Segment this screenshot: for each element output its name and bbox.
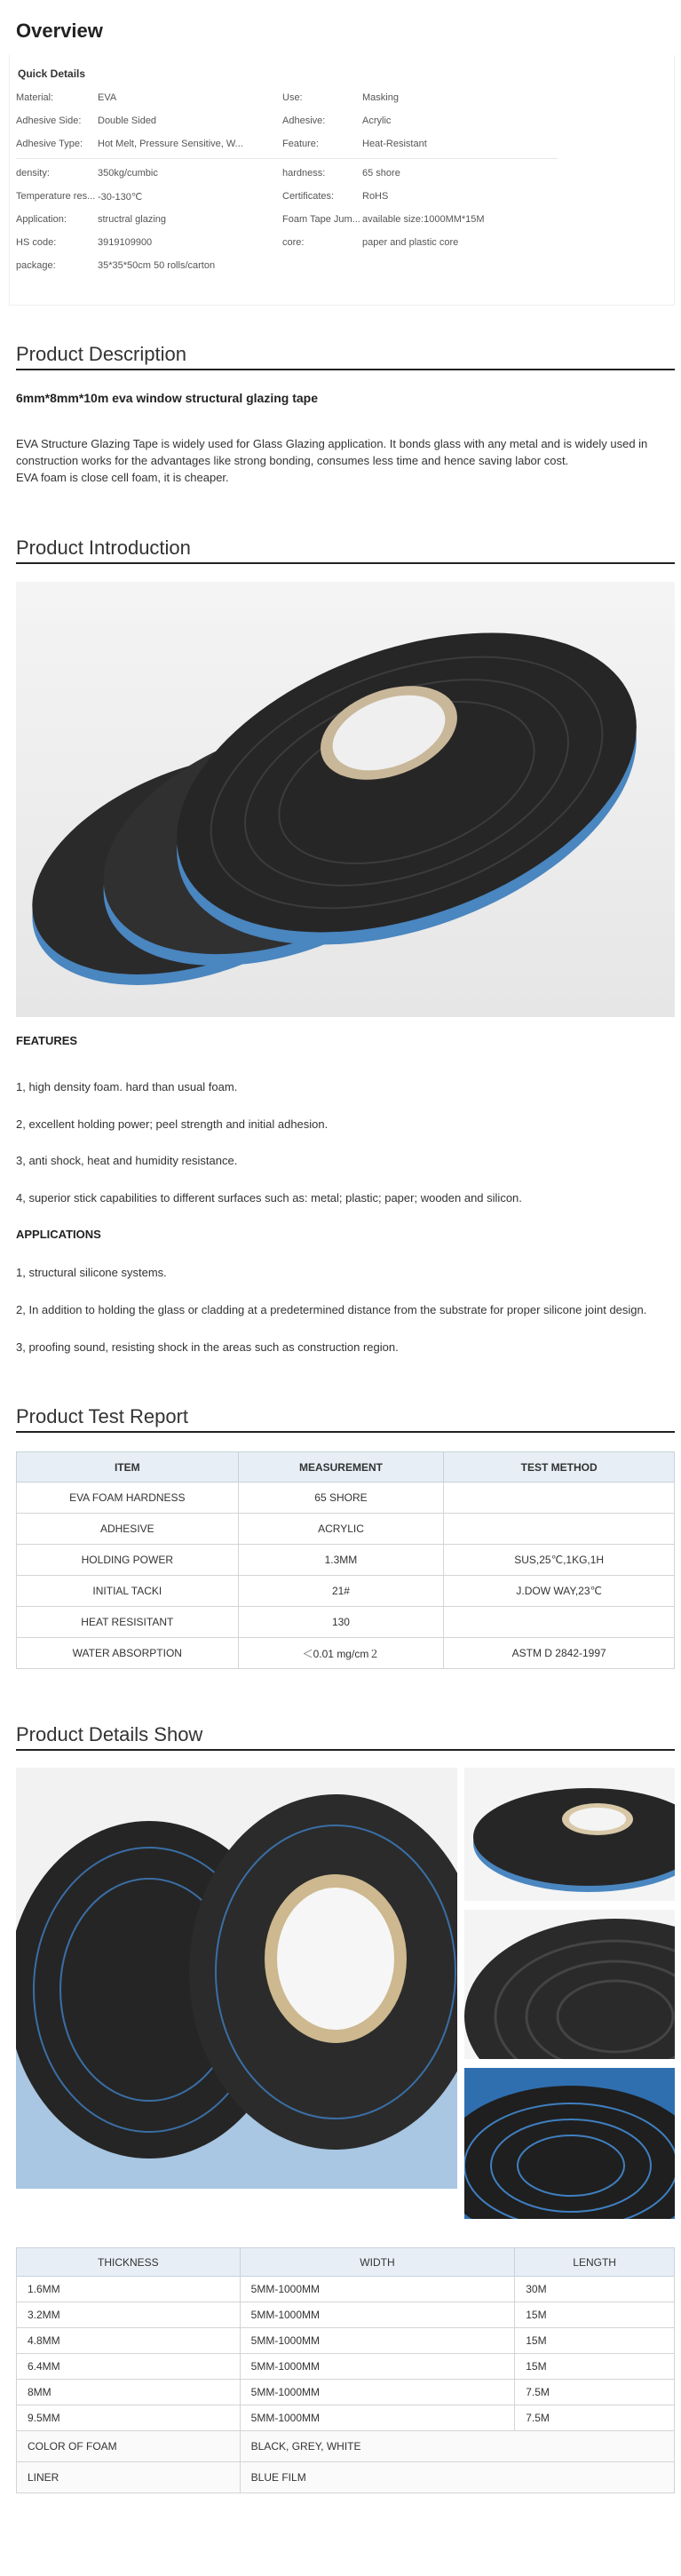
section-divider	[16, 562, 675, 564]
table-row	[17, 1638, 675, 1669]
product-photo-thumb-3	[464, 2068, 675, 2219]
table-row	[17, 1607, 675, 1638]
table-row	[17, 2277, 675, 2302]
section-divider	[16, 369, 675, 370]
quick-detail-row	[16, 191, 673, 207]
test-report-table	[16, 1451, 675, 1669]
detail-label: Adhesive Type:	[16, 139, 83, 149]
table-cell: EVA FOAM HARDNESS	[17, 1483, 239, 1514]
description-subtitle: 6mm*8mm*10m eva window structural glazing tape	[16, 391, 318, 405]
detail-value: 65 shore	[362, 168, 400, 179]
table-row	[17, 1483, 675, 1514]
table-cell: 7.5M	[515, 2405, 675, 2431]
features-label: FEATURES	[16, 1034, 78, 1047]
detail-value: Heat-Resistant	[362, 139, 427, 149]
table-cell: 15M	[515, 2328, 675, 2354]
product-photo-large	[16, 1768, 457, 2189]
table-cell: 5MM-1000MM	[240, 2277, 515, 2302]
table-cell	[444, 1607, 675, 1638]
table-cell: 130	[238, 1607, 444, 1638]
detail-value: -30-130℃	[98, 192, 143, 203]
quick-details-title: Quick Details	[18, 68, 86, 80]
table-cell: 9.5MM	[17, 2405, 241, 2431]
detail-label: Foam Tape Jum...	[282, 214, 360, 225]
table-cell: 15M	[515, 2354, 675, 2380]
detail-label: Certificates:	[282, 191, 335, 202]
detail-label: hardness:	[282, 168, 326, 179]
column-header: ITEM	[17, 1452, 239, 1483]
divider	[16, 158, 558, 159]
quick-detail-row	[16, 139, 673, 155]
table-row	[17, 1576, 675, 1607]
table-row	[17, 2462, 675, 2493]
table-cell: COLOR OF FOAM	[17, 2431, 241, 2462]
table-row	[17, 2302, 675, 2328]
table-row	[17, 2431, 675, 2462]
table-cell: HOLDING POWER	[17, 1545, 239, 1576]
detail-value: Masking	[362, 92, 399, 103]
detail-label: density:	[16, 168, 50, 179]
table-cell: ASTM D 2842-1997	[444, 1638, 675, 1669]
table-cell: ＜0.01 mg/cm２	[238, 1638, 444, 1669]
table-cell: BLUE FILM	[240, 2462, 674, 2493]
column-header: THICKNESS	[17, 2248, 241, 2277]
table-cell: LINER	[17, 2462, 241, 2493]
detail-value: paper and plastic core	[362, 237, 459, 248]
table-cell: 30M	[515, 2277, 675, 2302]
table-cell: 5MM-1000MM	[240, 2328, 515, 2354]
quick-detail-row	[16, 214, 673, 230]
table-cell: 7.5M	[515, 2380, 675, 2405]
column-header: LENGTH	[515, 2248, 675, 2277]
detail-label: HS code:	[16, 237, 57, 248]
product-photo-main	[16, 582, 675, 1017]
section-title-description: Product Description	[16, 343, 186, 365]
detail-label: Adhesive Side:	[16, 115, 82, 126]
table-cell: ACRYLIC	[238, 1514, 444, 1545]
table-cell: 6.4MM	[17, 2354, 241, 2380]
detail-label: Use:	[282, 92, 303, 103]
application-item: 2, In addition to holding the glass or cladding at a predetermined distance from the substrate for proper silicone joint design.	[16, 1303, 647, 1316]
application-item: 3, proofing sound, resisting shock in the areas such as construction region.	[16, 1340, 399, 1354]
detail-value: structral glazing	[98, 214, 167, 225]
table-cell	[444, 1514, 675, 1545]
table-cell: 1.3MM	[238, 1545, 444, 1576]
table-cell	[444, 1483, 675, 1514]
table-cell: BLACK, GREY, WHITE	[240, 2431, 674, 2462]
table-row	[17, 2405, 675, 2431]
detail-value: Hot Melt, Pressure Sensitive, W...	[98, 139, 243, 149]
applications-label: APPLICATIONS	[16, 1228, 101, 1241]
detail-label: Adhesive:	[282, 115, 326, 126]
detail-value: Double Sided	[98, 115, 157, 126]
table-cell: 21#	[238, 1576, 444, 1607]
feature-item: 1, high density foam. hard than usual foam.	[16, 1080, 238, 1093]
quick-detail-row	[16, 168, 673, 184]
section-divider	[16, 1749, 675, 1751]
table-cell: 15M	[515, 2302, 675, 2328]
product-photo-thumb-1	[464, 1768, 675, 1901]
description-paragraph: EVA foam is close cell foam, it is cheaper.	[16, 471, 229, 484]
detail-value: 3919109900	[98, 237, 153, 248]
column-header: MEASUREMENT	[238, 1452, 444, 1483]
feature-item: 3, anti shock, heat and humidity resistance.	[16, 1154, 238, 1167]
table-cell: 1.6MM	[17, 2277, 241, 2302]
table-cell: 5MM-1000MM	[240, 2302, 515, 2328]
detail-value: RoHS	[362, 191, 389, 202]
table-cell: WATER ABSORPTION	[17, 1638, 239, 1669]
application-item: 1, structural silicone systems.	[16, 1266, 167, 1279]
quick-detail-row	[16, 92, 673, 108]
table-cell: 5MM-1000MM	[240, 2405, 515, 2431]
detail-label: Feature:	[282, 139, 319, 149]
table-row	[17, 2328, 675, 2354]
table-cell: J.DOW WAY,23℃	[444, 1576, 675, 1607]
section-title-details-show: Product Details Show	[16, 1723, 203, 1745]
table-cell: 5MM-1000MM	[240, 2354, 515, 2380]
table-cell: 4.8MM	[17, 2328, 241, 2354]
description-text	[16, 435, 675, 486]
section-divider	[16, 1431, 675, 1433]
table-row	[17, 2380, 675, 2405]
detail-label: package:	[16, 260, 56, 271]
detail-value: 350kg/cumbic	[98, 168, 158, 179]
table-cell: ADHESIVE	[17, 1514, 239, 1545]
detail-value: Acrylic	[362, 115, 392, 126]
overview-title: Overview	[16, 20, 103, 42]
column-header: WIDTH	[240, 2248, 515, 2277]
table-cell: HEAT RESISITANT	[17, 1607, 239, 1638]
section-title-test-report: Product Test Report	[16, 1405, 189, 1427]
product-photo-thumb-2	[464, 1910, 675, 2059]
detail-label: Application:	[16, 214, 67, 225]
spec-table	[16, 2247, 675, 2493]
table-cell: 3.2MM	[17, 2302, 241, 2328]
feature-item: 4, superior stick capabilities to different surfaces such as: metal; plastic; paper; wooden and silicon.	[16, 1191, 522, 1205]
quick-detail-row	[16, 237, 673, 253]
table-cell: 5MM-1000MM	[240, 2380, 515, 2405]
table-header-row	[17, 1452, 675, 1483]
feature-item: 2, excellent holding power; peel strength and initial adhesion.	[16, 1117, 329, 1131]
description-paragraph: EVA Structure Glazing Tape is widely used for Glass Glazing application. It bonds glass with any metal and is widely used in construction works for the advantages like strong bonding, consumes less time and hence saving labor cost.	[16, 437, 648, 467]
quick-detail-row	[16, 260, 673, 276]
detail-value: 35*35*50cm 50 rolls/carton	[98, 260, 216, 271]
detail-value: available size:1000MM*15M	[362, 214, 485, 225]
table-cell: SUS,25℃,1KG,1H	[444, 1545, 675, 1576]
detail-label: Material:	[16, 92, 54, 103]
table-cell: 65 SHORE	[238, 1483, 444, 1514]
detail-value: EVA	[98, 92, 117, 103]
quick-detail-row	[16, 115, 673, 131]
section-title-introduction: Product Introduction	[16, 537, 191, 559]
table-row	[17, 1514, 675, 1545]
detail-label: core:	[282, 237, 305, 248]
column-header: TEST METHOD	[444, 1452, 675, 1483]
table-row	[17, 2354, 675, 2380]
table-header-row	[17, 2248, 675, 2277]
table-row	[17, 1545, 675, 1576]
detail-label: Temperature res...	[16, 191, 96, 202]
table-cell: 8MM	[17, 2380, 241, 2405]
table-cell: INITIAL TACKI	[17, 1576, 239, 1607]
